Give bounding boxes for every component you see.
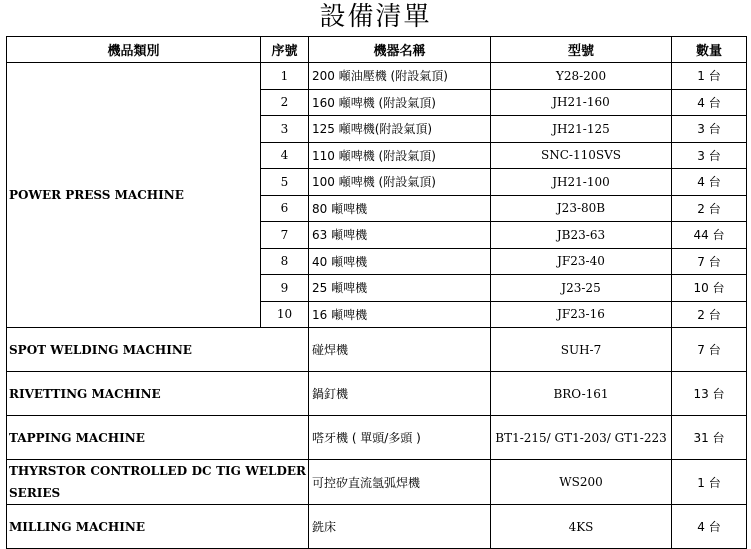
quantity-cell: 4 台 <box>672 89 747 116</box>
header-qty: 數量 <box>672 37 747 63</box>
header-category: 機品類別 <box>7 37 261 63</box>
machine-name-cell: 16 噸啤機 <box>309 301 491 328</box>
machine-name-cell: 40 噸啤機 <box>309 248 491 275</box>
table-header-row <box>7 37 747 63</box>
table-row <box>7 328 747 372</box>
quantity-cell: 13 台 <box>672 372 747 416</box>
machine-name-cell: 110 噸啤機 (附設氣頂) <box>309 142 491 169</box>
machine-name-cell: 碰焊機 <box>309 328 491 372</box>
seq-cell: 2 <box>261 89 309 116</box>
quantity-cell: 4 台 <box>672 505 747 549</box>
quantity-cell: 10 台 <box>672 275 747 302</box>
category-cell: RIVETTING MACHINE <box>7 372 309 416</box>
seq-cell: 7 <box>261 222 309 249</box>
model-cell: BRO-161 <box>491 372 672 416</box>
machine-name-cell: 銑床 <box>309 505 491 549</box>
machine-name-cell: 嗒牙機 ( 單頭/多頭 ) <box>309 416 491 460</box>
machine-name-cell: 25 噸啤機 <box>309 275 491 302</box>
quantity-cell: 44 台 <box>672 222 747 249</box>
machine-name-cell: 63 噸啤機 <box>309 222 491 249</box>
quantity-cell: 1 台 <box>672 63 747 90</box>
header-name: 機器名稱 <box>309 37 491 63</box>
equipment-table <box>6 36 747 549</box>
table-row <box>7 372 747 416</box>
table-row <box>7 460 747 505</box>
model-cell: Y28-200 <box>491 63 672 90</box>
machine-name-cell: 鍋釘機 <box>309 372 491 416</box>
model-cell: JB23-63 <box>491 222 672 249</box>
seq-cell: 3 <box>261 116 309 143</box>
model-cell: BT1-215/ GT1-203/ GT1-223 <box>491 416 672 460</box>
quantity-cell: 3 台 <box>672 116 747 143</box>
model-cell: JF23-16 <box>491 301 672 328</box>
quantity-cell: 2 台 <box>672 195 747 222</box>
table-row <box>7 63 747 90</box>
category-cell: MILLING MACHINE <box>7 505 309 549</box>
quantity-cell: 31 台 <box>672 416 747 460</box>
table-row <box>7 505 747 549</box>
model-cell: SUH-7 <box>491 328 672 372</box>
machine-name-cell: 160 噸啤機 (附設氣頂) <box>309 89 491 116</box>
model-cell: JH21-160 <box>491 89 672 116</box>
category-cell: TAPPING MACHINE <box>7 416 309 460</box>
seq-cell: 5 <box>261 169 309 196</box>
model-cell: J23-25 <box>491 275 672 302</box>
quantity-cell: 7 台 <box>672 328 747 372</box>
page-title: 設備清單 <box>319 2 432 32</box>
quantity-cell: 4 台 <box>672 169 747 196</box>
category-cell: THYRSTOR CONTROLLED DC TIG WELDER SERIES <box>7 460 309 505</box>
machine-name-cell: 200 噸油壓機 (附設氣頂) <box>309 63 491 90</box>
model-cell: JF23-40 <box>491 248 672 275</box>
machine-name-cell: 可控矽直流氬弧焊機 <box>309 460 491 505</box>
seq-cell: 1 <box>261 63 309 90</box>
table-row <box>7 416 747 460</box>
model-cell: 4KS <box>491 505 672 549</box>
seq-cell: 4 <box>261 142 309 169</box>
category-cell: SPOT WELDING MACHINE <box>7 328 309 372</box>
quantity-cell: 2 台 <box>672 301 747 328</box>
model-cell: SNC-110SVS <box>491 142 672 169</box>
quantity-cell: 1 台 <box>672 460 747 505</box>
quantity-cell: 3 台 <box>672 142 747 169</box>
model-cell: JH21-125 <box>491 116 672 143</box>
seq-cell: 9 <box>261 275 309 302</box>
header-seq: 序號 <box>261 37 309 63</box>
seq-cell: 8 <box>261 248 309 275</box>
model-cell: JH21-100 <box>491 169 672 196</box>
model-cell: WS200 <box>491 460 672 505</box>
seq-cell: 6 <box>261 195 309 222</box>
header-model: 型號 <box>491 37 672 63</box>
machine-name-cell: 100 噸啤機 (附設氣頂) <box>309 169 491 196</box>
machine-name-cell: 80 噸啤機 <box>309 195 491 222</box>
seq-cell: 10 <box>261 301 309 328</box>
model-cell: J23-80B <box>491 195 672 222</box>
category-cell: POWER PRESS MACHINE <box>7 63 261 328</box>
quantity-cell: 7 台 <box>672 248 747 275</box>
machine-name-cell: 125 噸啤機(附設氣頂) <box>309 116 491 143</box>
